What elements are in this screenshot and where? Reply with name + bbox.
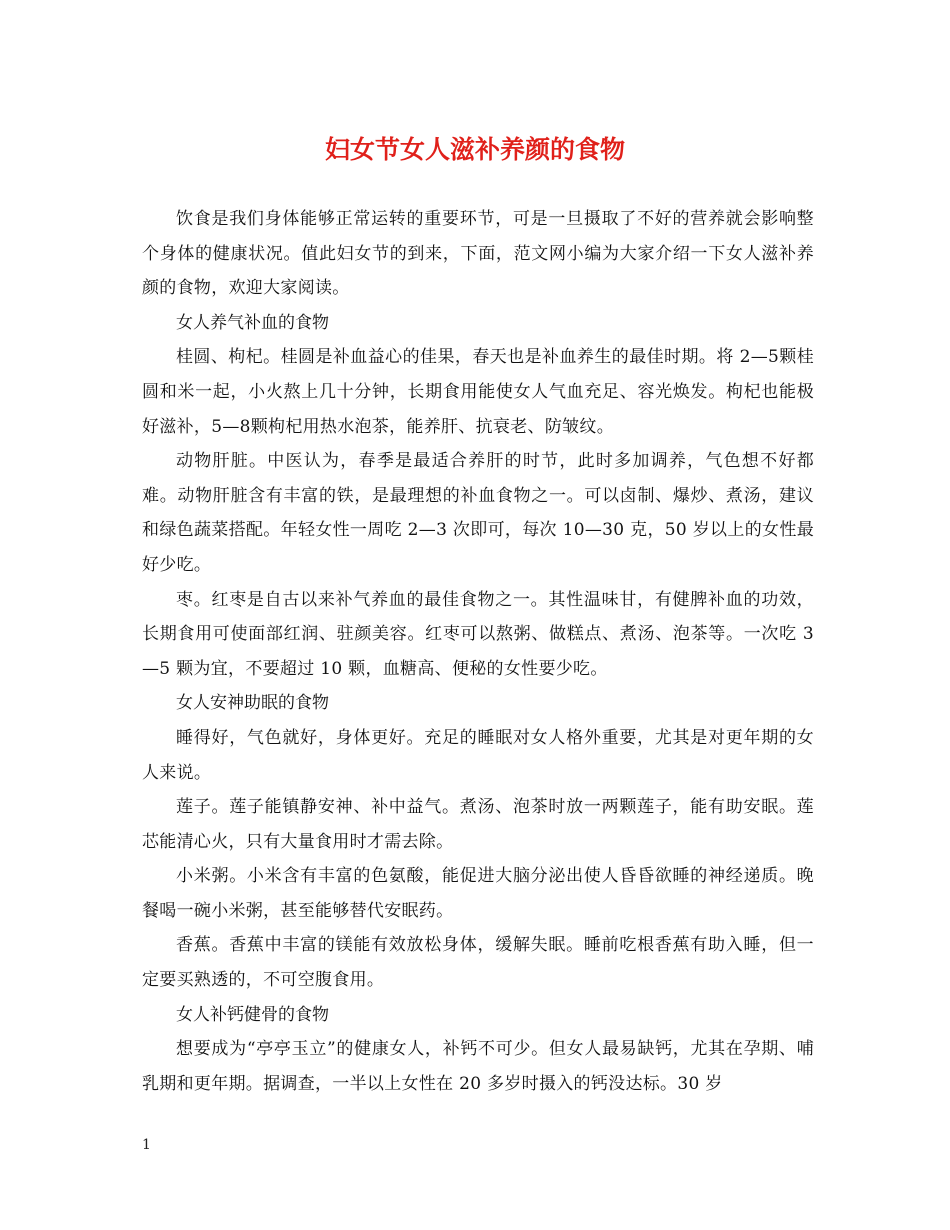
paragraph-animal-liver: 动物肝脏。中医认为，春季是最适合养肝的时节，此时多加调养，气色想不好都难。动物肝脏含有丰富的铁，是最理想的补血食物之一。可以卤制、爆炒、煮汤，建议和绿色蔬菜搭配。年轻女性一周吃 2—3 次即可，每次 10—30 克，50 岁以上的女性最好少吃。 (142, 451, 814, 575)
section-heading-blood: 女人养气补血的食物 (176, 312, 329, 333)
intro-paragraph: 饮食是我们身体能够正常运转的重要环节，可是一旦摄取了不好的营养就会影响整个身体的健康状况。值此妇女节的到来，下面，范文网小编为大家介绍一下女人滋补养颜的食物，欢迎大家阅读。 (142, 209, 814, 299)
section-heading-sleep: 女人安神助眠的食物 (176, 693, 329, 714)
paragraph-jujube: 枣。红枣是自古以来补气养血的最佳食物之一。其性温味甘，有健脾补血的功效，长期食用可使面部红润、驻颜美容。红枣可以熬粥、做糕点、煮汤、泡茶等。一次吃 3—5 颗为宜，不要超过 10 颗，血糖高、便秘的女性要少吃。 (142, 589, 814, 679)
section-heading-calcium: 女人补钙健骨的食物 (176, 1004, 329, 1025)
paragraph-banana: 香蕉。香蕉中丰富的镁能有效放松身体，缓解失眠。睡前吃根香蕉有助入睡，但一定要买熟透的，不可空腹食用。 (142, 935, 814, 991)
paragraph-millet-porridge: 小米粥。小米含有丰富的色氨酸，能促进大脑分泌出使人昏昏欲睡的神经递质。晚餐喝一碗小米粥，甚至能够替代安眠药。 (142, 866, 814, 921)
paragraph-longan-goji: 桂圆、枸杞。桂圆是补血益心的佳果，春天也是补血养生的最佳时期。将 2—5颗桂圆和米一起，小火熬上几十分钟，长期食用能使女人气血充足、容光焕发。枸杞也能极好滋补，5—8颗枸杞用热水泡茶，能养肝、抗衰老、防皱纹。 (142, 347, 814, 437)
document-title: 妇女节女人滋补养颜的食物 (324, 135, 625, 164)
paragraph-lotus-seed: 莲子。莲子能镇静安神、补中益气。煮汤、泡茶时放一两颗莲子，能有助安眠。莲芯能清心火，只有大量食用时才需去除。 (142, 797, 814, 852)
paragraph-calcium: 想要成为“亭亭玉立”的健康女人，补钙不可少。但女人最易缺钙，尤其在孕期、哺乳期和更年期。据调查，一半以上女性在 20 多岁时摄入的钙没达标。30 岁 (142, 1039, 814, 1094)
page-number: 1 (142, 1137, 151, 1153)
document-body (142, 202, 814, 1101)
paragraph-sleep-intro: 睡得好，气色就好，身体更好。充足的睡眠对女人格外重要，尤其是对更年期的女人来说。 (142, 727, 814, 783)
